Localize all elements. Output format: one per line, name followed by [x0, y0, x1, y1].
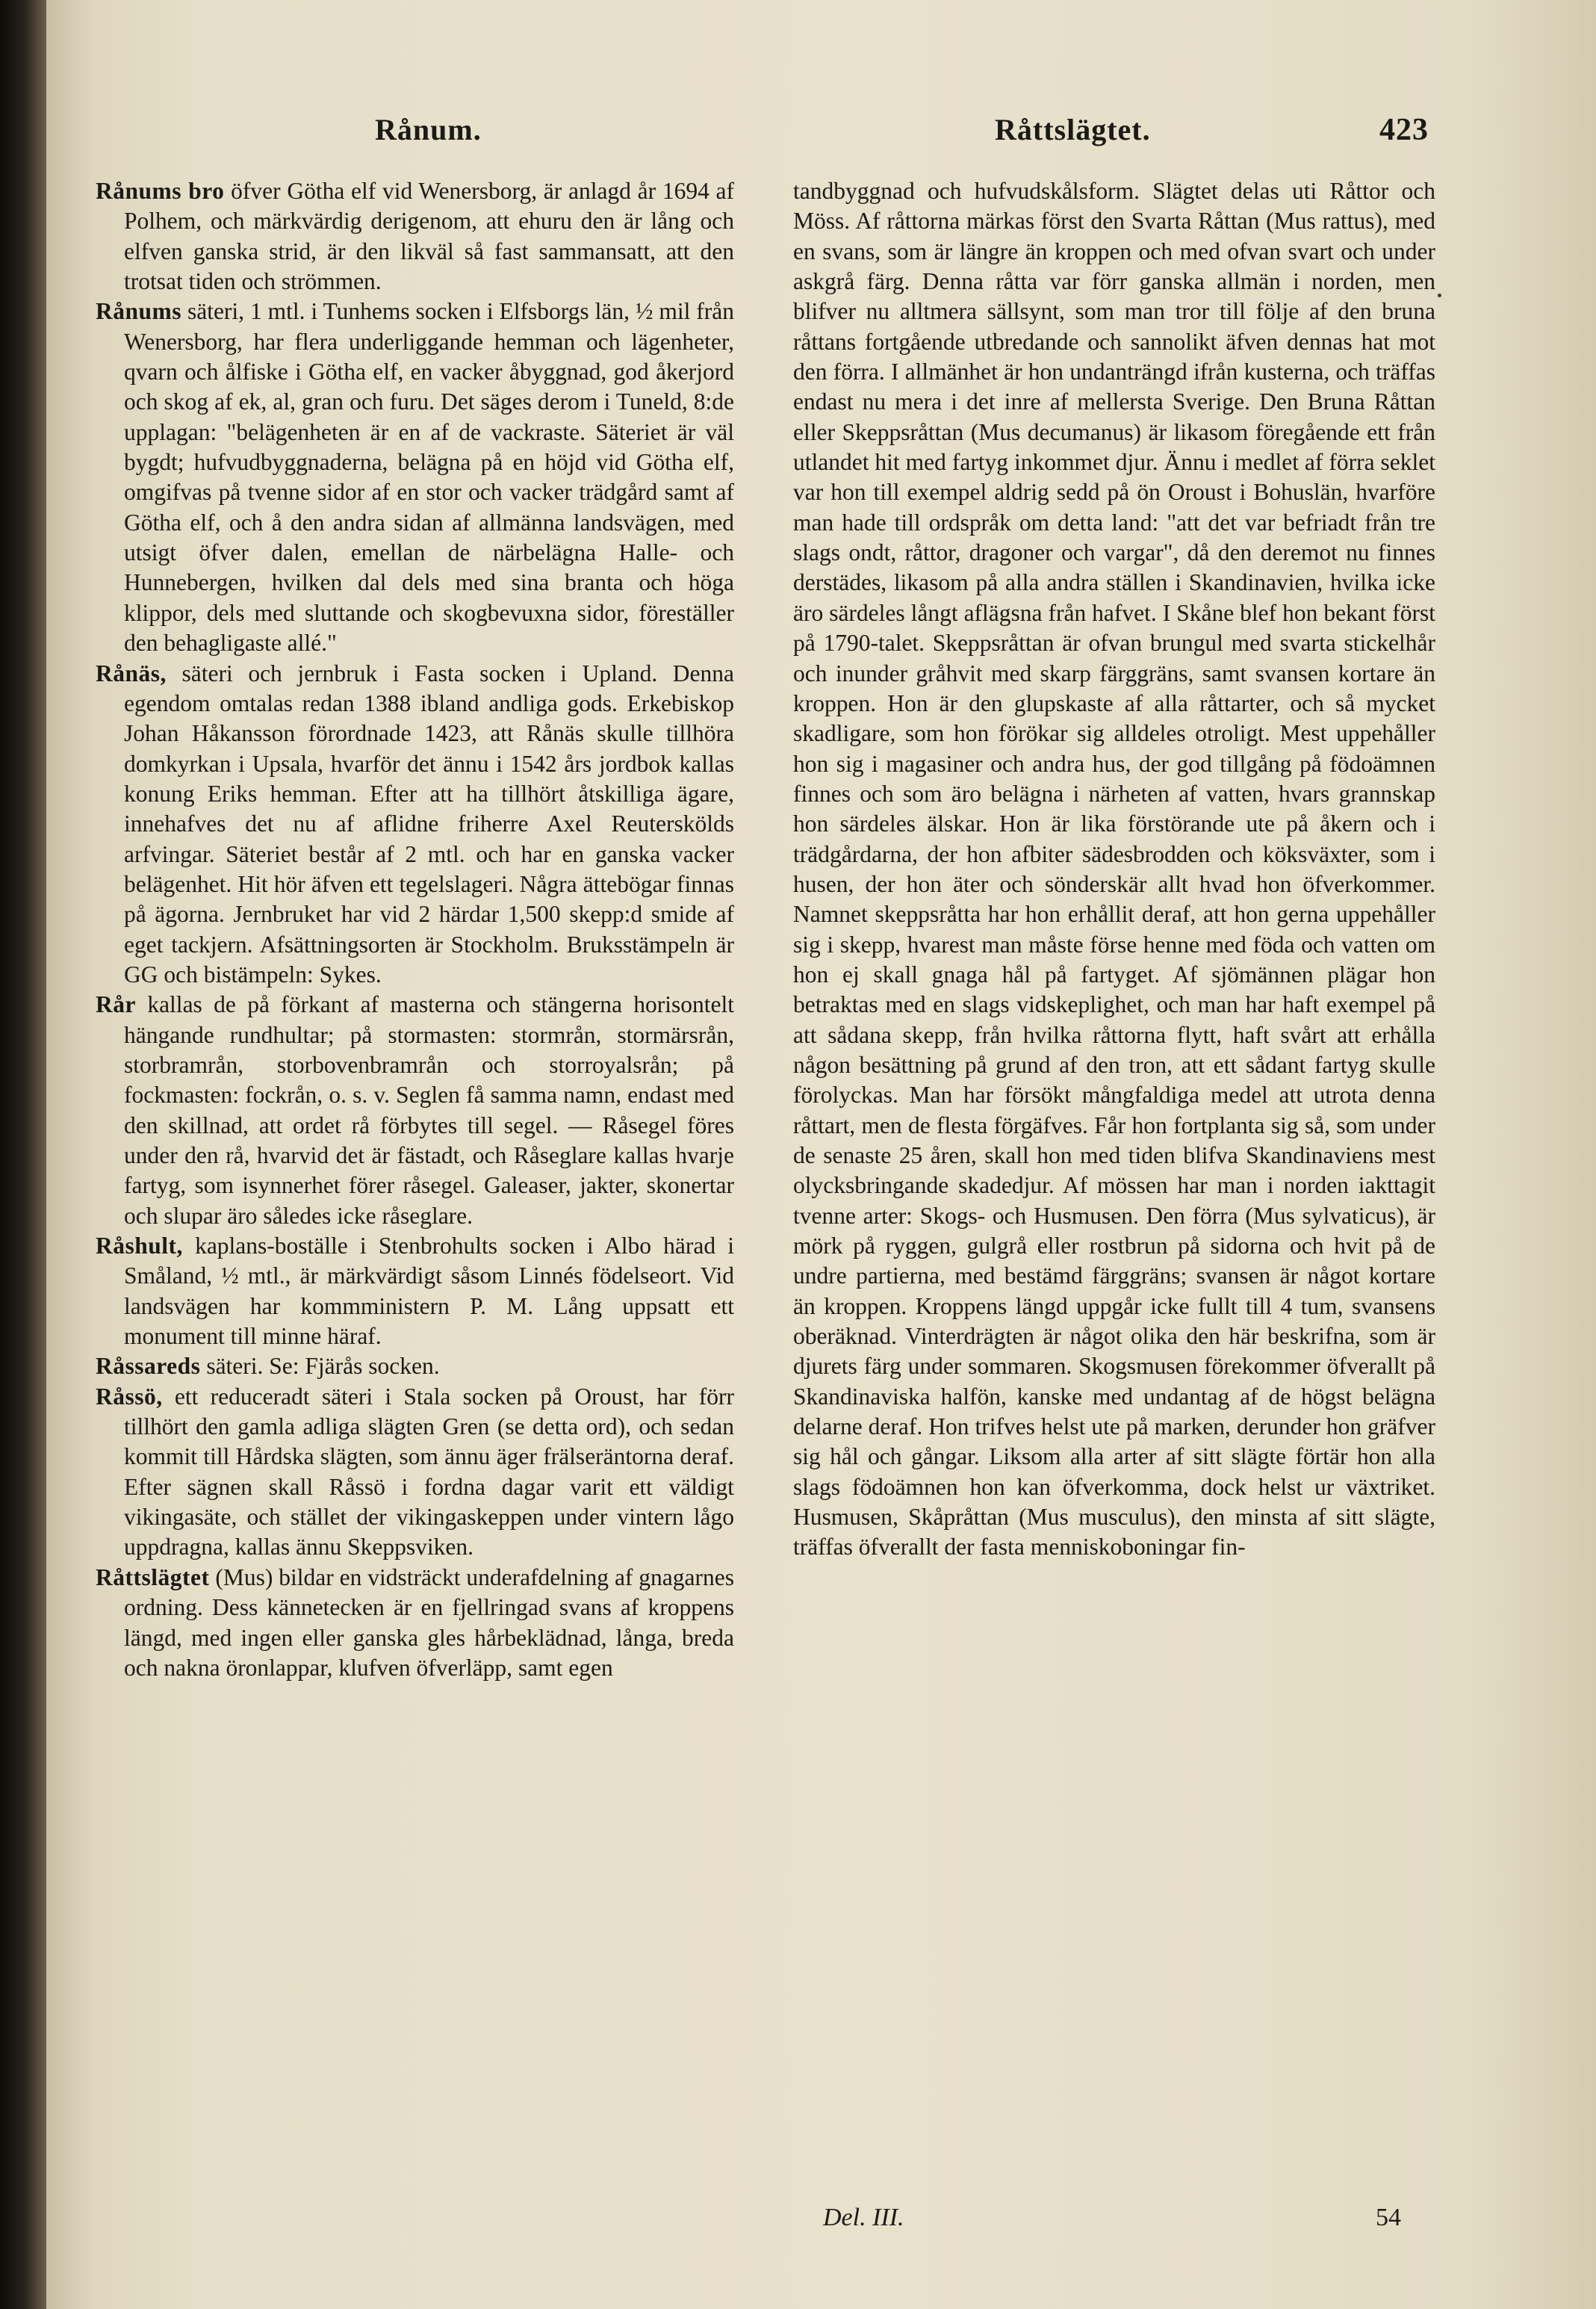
- entry-ranas: [96, 659, 734, 991]
- entry-headword: Råshult,: [96, 1233, 183, 1259]
- entry-text: kaplans-boställe i Stenbrohults socken i Albo härad i Småland, ½ mtl., är märkvärdigt såsom Linnés födelseort. Vid landsvägen har kommministern P. M. Lång uppsatt ett monument till minne häraf.: [124, 1233, 734, 1350]
- entry-text: (Mus) bildar en vidsträckt underafdelning af gnagarnes ordning. Dess kännetecken är en fjellringad svans af kroppens längd, med ingen eller ganska gles hårbeklädnad, långa, breda och nakna öronlappar, klufven öfverläpp, samt egen: [124, 1563, 735, 1681]
- header-left-word: Rånum.: [375, 113, 482, 146]
- entry-text: kallas de på förkant af masterna och stängerna horisontelt hängande rundhultar; på stormasten: stormrån, stormärsrån, storbramrån, storbovenbramrån och storroyalsrån; på fockmasten: fockrån, o. s. v. Seglen få samma namn, endast med den skillnad, att ordet rå förbytes till segel. — Råsegel föres under den rå, hvarvid det är fästadt, och Råseglare kallas hvarje fartyg, som isynnerhet förer råsegel. Galeaser, jakter, skonertar och slupar äro således icke råseglare.: [124, 991, 734, 1229]
- entry-text: säteri. Se: Fjärås socken.: [206, 1353, 440, 1380]
- entry-text: öfver Götha elf vid Wenersborg, är anlagd år 1694 af Polhem, och märkvärdig derigenom, att ehuru den är lång och elfven ganska strid, är den likväl så fast sammansatt, att den trotsat tiden och strömmen.: [124, 178, 735, 295]
- entry-headword: Rånums: [96, 298, 182, 325]
- page-footer: [46, 2204, 1596, 2241]
- right-text-column: [793, 176, 1435, 1563]
- entry-rassareds: [96, 1351, 734, 1381]
- entry-rashult: [96, 1231, 734, 1351]
- entry-rattslagtet-continued: tandbyggnad och hufvudskålsform. Slägtet delas uti Råttor och Möss. Af råttorna märkas först den Svarta Råttan (Mus rattus), med en svans, som är längre än kroppen och med ofvan svart och under askgrå färg. Denna råtta var förr ganska allmän i norden, men blifver nu alltmera sällsynt, som man tror till följe af den bruna råttans fortgående utbredande och sannolikt äfven dennas hat mot den förra. I allmänhet är hon undanträngd ifrån kusterna, och träffas endast nu mera i det inre af mellersta Sverige. Den Bruna Råttan eller Skeppsråttan (Mus decumanus) är likasom föregående ett från utlandet hit med fartyg inkommet djur. Ännu i medlet af förra seklet var hon till exempel aldrig sedd på ön Oroust i Bohuslän, hvarföre man hade till ordspråk om detta land: "att det var befriadt från tre slags ondt, råttor, dragoner och vargar", då den deremot nu finnes derstädes, likasom på alla andra ställen i Skandinavien, hvilka icke äro särdeles långt aflägsna från hafvet. I Skåne blef hon bekant först på 1790-talet. Skeppsråttan är ofvan brungul med svarta stickelhår och inunder gråhvit med skarp färggräns, samt svansen kortare än kroppen. Hon är den glupskaste af alla råttarter, och så mycket skadligare, som hon förökar sig alldeles otroligt. Mest uppehåller hon sig i magasiner och andra hus, der god tillgång på födoämnen finnes och som äro belägna i närheten af vatten, hvars grannskap hon särdeles älskar. Hon är lika förstörande ute på åkern och i trädgårdarna, der hon afbiter sädesbrodden och köksväxter, som i husen, der hon äter och sönderskär allt hvad hon öfverkommer. Namnet skeppsråtta har hon erhållit deraf, att hon gerna uppehåller sig i skepp, hvarest man måste förse henne med föda och vatten om hon ej skall gnaga hål på fartyget. Af sjömännen plägar hon betraktas med en slags vidskeplighet, och man har haft exempel på att sådana skepp, från hvilka råttorna flytt, haft svårt att erhålla någon besättning på grund af den tron, att ett sådant fartyg skulle förolyckas. Man har försökt mångfaldiga medel att utrota denna råttart, men de flesta förgäfves. Får hon fortplanta sig så, som under de senaste 25 åren, skall hon med tiden blifva Skandinaviens mest olycksbringande skadedjur. Af mössen har man i norden iakttagit tvenne arter: Skogs- och Husmusen. Den förra (Mus sylvaticus), är mörk på ryggen, gulgrå eller rostbrun på sidorna och hvit på de undre partierna, med bestämd färggräns; svansen är något kortare än kroppen. Kroppens längd uppgår icke fullt till 4 tum, svansens oberäknad. Vinterdrägten är något olika den här beskrifna, som är djurets färg under sommaren. Skogsmusen förekommer öfverallt på Skandinaviska halfön, kanske med undantag af de högst belägna delarne deraf. Hon trifves helst ute på marken, derunder hon gräfver sig hål och gångar. Liksom alla arter af sitt slägte förtär hon alla slags födoämnen hon kan öfverkomma, dock helst ur växtriket. Husmusen, Skåpråttan (Mus musculus), den minsta af sitt slägte, träffas öfverallt der fasta menniskoboningar fin-: [793, 178, 1435, 1560]
- entry-headword: Rår: [96, 991, 136, 1018]
- entry-headword: Råssareds: [96, 1353, 201, 1380]
- entry-text: ett reduceradt säteri i Stala socken på Oroust, har förr tillhört den gamla adliga slägten Gren (se detta ord), och sedan kommit till Hårdska slägten, som ännu äger frälseräntorna deraf. Efter sägnen skall Råssö i fordna dagar varit ett väldigt vikingasäte, och stället der vikingaskeppen under vintern lågo uppdragna, kallas ännu Skeppsviken.: [124, 1383, 735, 1560]
- ink-speck: [1438, 294, 1441, 297]
- left-text-column: [96, 176, 734, 1683]
- entry-headword: Rånäs,: [96, 660, 167, 686]
- volume-signature: Del. III.: [823, 2204, 904, 2231]
- entry-text: säteri och jernbruk i Fasta socken i Upland. Denna egendom omtalas redan 1388 ibland andliga gods. Erkebiskop Johan Håkansson förordnade 1423, att Rånäs skulle tillhöra domkyrkan i Upsala, hvarför det ännu i 1542 års jordbok kallas konung Eriks hemman. Efter att ha tillhört åtskilliga ägare, innehafves det nu af aflidne friherre Axel Reuterskölds arfvingar. Säteriet består af 2 mtl. och har en ganska vacker belägenhet. Hit hör äfven ett tegelslageri. Några ättebögar finnas på ägorna. Jernbruket har vid 2 härdar 1,500 skepp:d smide af eget tackjern. Afsättningsorten är Stockholm. Bruksstämpeln är GG och bistämpeln: Sykes.: [124, 660, 734, 988]
- entry-headword: Rånums bro: [96, 178, 225, 204]
- entry-headword: Råttslägtet: [96, 1563, 210, 1590]
- page-number: 423: [1379, 113, 1429, 147]
- header-center-word: Råttslägtet.: [995, 113, 1151, 146]
- running-header: [46, 112, 1596, 157]
- book-binding-edge: [0, 0, 46, 2309]
- entry-rasso: [96, 1382, 734, 1563]
- entry-ranums-bro: [96, 176, 734, 297]
- entry-headword: Råssö,: [96, 1383, 163, 1410]
- entry-ranums-sateri: [96, 297, 734, 658]
- entry-rar: [96, 990, 734, 1231]
- entry-text: säteri, 1 mtl. i Tunhems socken i Elfsborgs län, ½ mil från Wenersborg, har flera underliggande hemman och lägenheter, qvarn och ålfiske i Götha elf, en vacker åbyggnad, god åkerjord och skog af ek, al, gran och furu. Det säges derom i Tuneld, 8:de upplagan: "belägenheten är en af de vackraste. Säteriet är väl bygdt; hufvudbyggnaderna, belägna på en höjd vid Götha elf, omgifvas på tvenne sidor af en stor och vacker trädgård samt af Götha elf, och å den andra sidan af allmänna landsvägen, med utsigt öfver dalen, emellan de närbelägna Halle- och Hunnebergen, hvilken dal dels med sina branta och höga klippor, dels med sluttande och skogbevuxna sidor, föreställer den behagligaste allé.": [124, 298, 734, 657]
- printer-signature-mark: 54: [1376, 2204, 1401, 2231]
- book-page: [46, 0, 1596, 2309]
- entry-rattslagtet: [96, 1563, 734, 1683]
